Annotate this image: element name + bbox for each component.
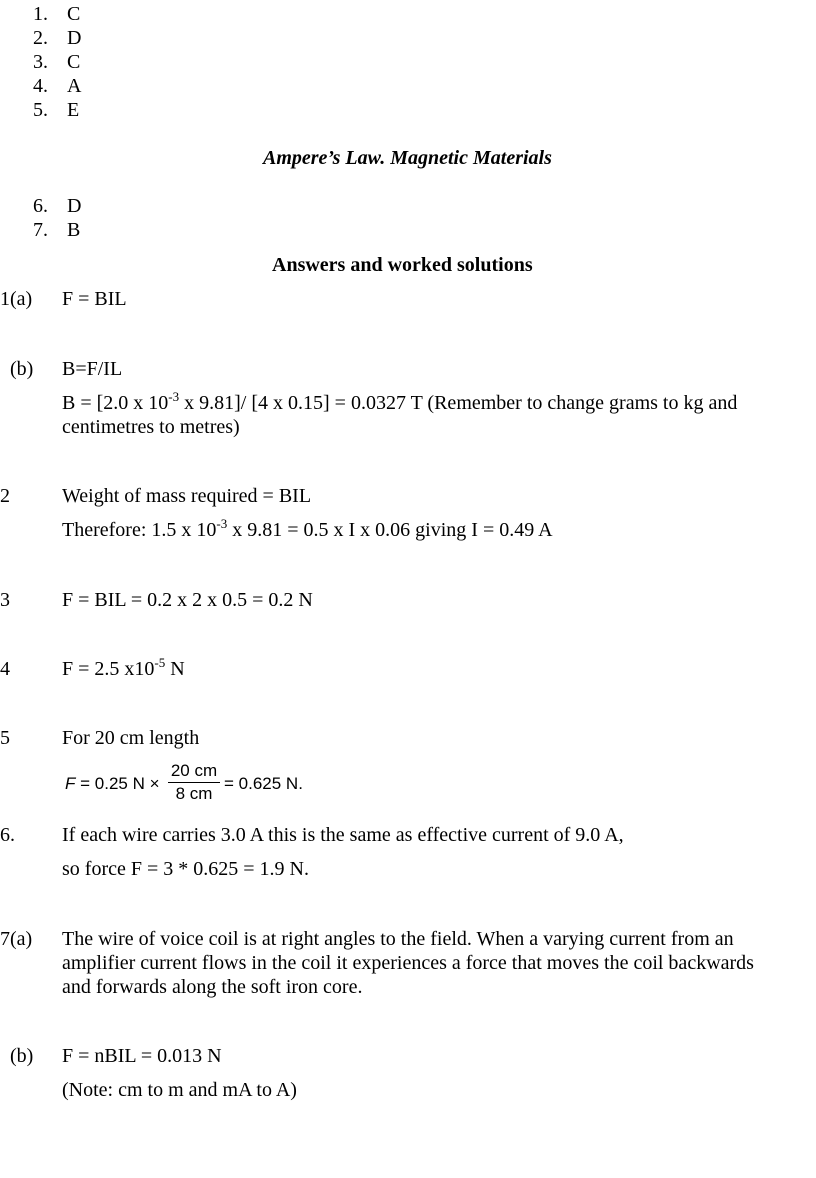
mc-letter: D	[67, 27, 82, 49]
q2-label: 2	[0, 485, 10, 507]
q2-line2-start: Therefore: 1.5 x 10	[62, 519, 217, 541]
q7a-label: 7(a)	[0, 928, 33, 950]
mc-answer-7	[24, 218, 80, 242]
q7b-line1: F = nBIL = 0.013 N	[62, 1045, 222, 1067]
q1b-line2	[62, 391, 737, 415]
q2-line2	[62, 518, 553, 542]
q3-label: 3	[0, 589, 10, 611]
q2-line2-end: x 9.81 = 0.5 x I x 0.06 giving I = 0.49 A	[227, 519, 553, 541]
q1b-line2-start: B = [2.0 x 10	[62, 392, 169, 414]
q2-line1: Weight of mass required = BIL	[62, 485, 312, 507]
q7a-line1: The wire of voice coil is at right angles to the field. When a varying current from an	[62, 928, 734, 950]
q2-exponent: -3	[216, 516, 228, 531]
q7b-label: (b)	[10, 1045, 34, 1067]
q5-eq-left	[65, 772, 160, 796]
q5-frac-denominator: 8 cm	[175, 784, 213, 803]
mc-letter: D	[67, 195, 82, 217]
mc-number: 2.	[33, 27, 48, 49]
mc-number: 5.	[33, 99, 48, 121]
mc-number: 3.	[33, 51, 48, 73]
q6-label: 6.	[0, 824, 15, 846]
q4-text-end: N	[165, 658, 185, 680]
q5-fraction	[168, 760, 220, 805]
mc-letter: E	[67, 99, 80, 121]
section-title: Ampere’s Law. Magnetic Materials	[263, 147, 552, 169]
mc-letter: C	[67, 3, 81, 25]
q3-text: F = BIL = 0.2 x 2 x 0.5 = 0.2 N	[62, 589, 313, 611]
mc-answer-2	[24, 26, 81, 50]
q4-text-start: F = 2.5 x10	[62, 658, 155, 680]
mc-number: 4.	[33, 75, 48, 97]
mc-letter: C	[67, 51, 81, 73]
q5-eq-f: F	[65, 774, 76, 793]
q5-eq-left-text: = 0.25 N ×	[75, 774, 160, 793]
q1b-line1: B=F/IL	[62, 358, 123, 380]
q1b-exponent: -3	[168, 389, 180, 404]
mc-number: 6.	[33, 195, 48, 217]
q4-text	[62, 657, 185, 681]
q1b-line3: centimetres to metres)	[62, 416, 240, 438]
mc-number: 1.	[33, 3, 48, 25]
q7b-line2: (Note: cm to m and mA to A)	[62, 1079, 297, 1101]
mc-answer-5	[24, 98, 79, 122]
q1a-label: 1(a)	[0, 288, 33, 310]
q7a-line2: amplifier current flows in the coil it experiences a force that moves the coil backwards	[62, 952, 754, 974]
q7a-line3: and forwards along the soft iron core.	[62, 976, 363, 998]
mc-letter: B	[67, 219, 81, 241]
solutions-heading: Answers and worked solutions	[272, 254, 533, 276]
q5-eq-right: = 0.625 N.	[224, 774, 303, 793]
mc-answer-1	[24, 2, 80, 26]
mc-answer-6	[24, 194, 81, 218]
mc-answer-3	[24, 50, 80, 74]
q5-line1: For 20 cm length	[62, 727, 200, 749]
mc-answer-4	[24, 74, 81, 98]
mc-number: 7.	[33, 219, 48, 241]
q6-line2: so force F = 3 * 0.625 = 1.9 N.	[62, 858, 309, 880]
q1a-text: F = BIL	[62, 288, 127, 310]
q1b-label: (b)	[10, 358, 34, 380]
q5-label: 5	[0, 727, 10, 749]
q4-exponent: -5	[154, 655, 166, 670]
q1b-line2-end: x 9.81]/ [4 x 0.15] = 0.0327 T (Remember to change grams to kg and	[179, 392, 738, 414]
q6-line1: If each wire carries 3.0 A this is the same as effective current of 9.0 A,	[62, 824, 624, 846]
q4-label: 4	[0, 658, 10, 680]
mc-letter: A	[67, 75, 82, 97]
q5-frac-numerator: 20 cm	[170, 761, 218, 780]
